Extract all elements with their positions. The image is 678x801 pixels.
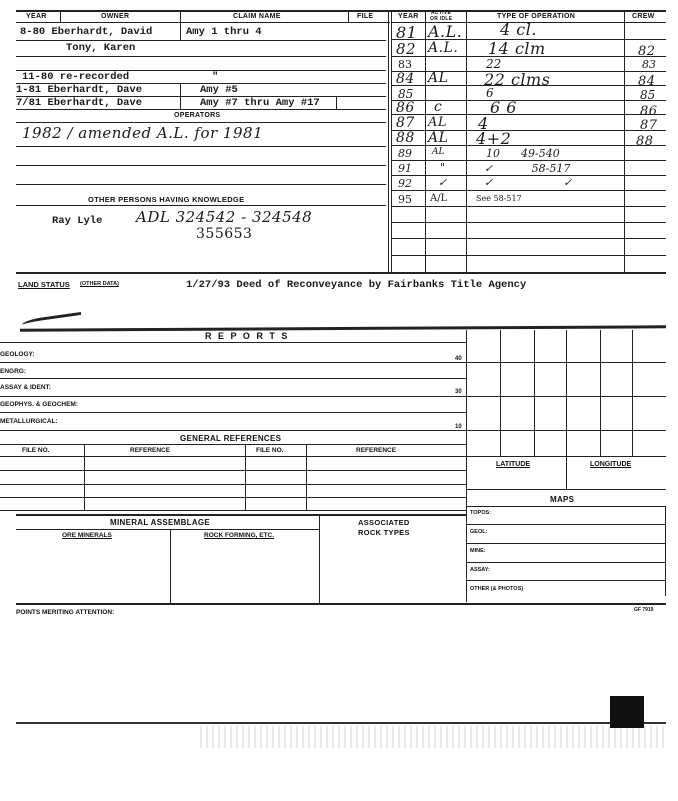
associated-label: ASSOCIATED — [358, 518, 410, 527]
op-status-1: A.L. — [428, 22, 463, 41]
op-type-3: 22 — [486, 57, 502, 71]
land-status-text: 1/27/93 Deed of Reconveyance by Fairbanks Title Agency — [186, 279, 527, 291]
maps-other: OTHER (& PHOTOS) — [470, 586, 524, 592]
report-geology-num: 40 — [455, 356, 462, 362]
header-year: YEAR — [26, 13, 47, 20]
maps-mine: MINE: — [470, 548, 486, 554]
claim-row-5: Amy #7 thru Amy #17 — [200, 97, 320, 109]
owner-row-3: 11-80 re-recorded — [22, 71, 130, 83]
op-crew-6: 86 — [640, 104, 658, 119]
rock-forming-label: ROCK FORMING, ETC. — [204, 532, 275, 539]
op-type-8: 4+2 — [476, 129, 512, 148]
header-claim-name: CLAIM NAME — [233, 13, 281, 20]
op-year-2: 82 — [396, 40, 417, 58]
op-year-11: 92 — [398, 177, 412, 190]
operators-handwritten: 1982 / amended A.L. for 1981 — [22, 124, 264, 142]
op-type-5: 6 — [486, 86, 494, 100]
scan-noise-band — [200, 726, 666, 748]
report-assay: ASSAY & IDENT: — [0, 384, 51, 391]
other-person-name: Ray Lyle — [52, 215, 103, 227]
op-year-8: 88 — [396, 130, 415, 146]
report-geology: GEOLOGY: — [0, 351, 35, 358]
report-geophys: GEOPHYS. & GEOCHEM: — [0, 401, 79, 408]
op-type-1: 4 cl. — [500, 20, 537, 39]
points-meriting-label: POINTS MERITING ATTENTION: — [16, 609, 115, 616]
op-year-7: 87 — [396, 115, 415, 131]
latitude-label: LATITUDE — [496, 461, 531, 468]
header-year-ops: YEAR — [398, 13, 419, 20]
maps-topos: TOPOS: — [470, 510, 491, 516]
header-active-1: ACTIVE — [431, 10, 452, 16]
maps-title: MAPS — [550, 495, 575, 504]
maps-assay: ASSAY: — [470, 567, 490, 573]
adl-line-2: 355653 — [196, 226, 253, 242]
op-status-11: ✓ — [438, 176, 448, 189]
op-year-12: 95 — [398, 193, 412, 206]
land-status-sub: (OTHER DATA) — [80, 281, 119, 287]
report-assay-num: 30 — [455, 389, 462, 395]
op-year-5: 85 — [398, 87, 414, 101]
scan-artifact-block — [610, 696, 644, 728]
longitude-label: LONGITUDE — [590, 461, 632, 468]
op-type-12: See 58-517 — [476, 194, 522, 203]
report-metallurgical: METALLURGICAL: — [0, 418, 58, 425]
op-crew-7: 87 — [640, 118, 658, 133]
op-status-8: AL — [428, 130, 449, 146]
op-status-7: AL — [428, 115, 448, 130]
op-type-4: 22 clms — [484, 70, 551, 89]
adl-line-1: ADL 324542 - 324548 — [136, 208, 313, 226]
op-year-4: 84 — [396, 71, 415, 87]
op-year-6: 86 — [396, 100, 415, 116]
header-type-of-operation: TYPE OF OPERATION — [497, 13, 576, 20]
rock-types-label: ROCK TYPES — [358, 528, 410, 537]
ore-minerals-label: ORE MINERALS — [62, 532, 112, 539]
owner-row-2: Tony, Karen — [66, 42, 136, 54]
op-year-1: 81 — [396, 23, 418, 42]
claim-row-1: Amy 1 thru 4 — [186, 26, 262, 38]
op-status-4: AL — [428, 70, 449, 86]
ref-reference-2: REFERENCE — [356, 447, 397, 454]
op-status-12: A/L — [430, 193, 448, 204]
header-active-2: OR IDLE — [430, 16, 453, 22]
op-type-7: 4 — [478, 114, 489, 133]
report-metallurgical-num: 10 — [455, 424, 462, 430]
ref-reference: REFERENCE — [130, 447, 171, 454]
ref-file-no: FILE NO. — [22, 447, 50, 454]
op-status-10: " — [440, 161, 446, 174]
header-file: FILE — [357, 13, 374, 20]
operators-header: OPERATORS — [174, 112, 221, 119]
op-type-11: ✓ ✓ — [484, 176, 573, 189]
op-status-2: A.L. — [428, 40, 459, 56]
owner-row-5: 7/81 Eberhardt, Dave — [16, 97, 143, 109]
owner-row-1: 8-80 Eberhardt, David — [20, 26, 153, 38]
op-crew-8: 88 — [636, 134, 654, 149]
op-crew-5: 85 — [640, 88, 656, 102]
header-crew: CREW — [632, 13, 655, 20]
op-crew-4: 84 — [638, 74, 656, 89]
claim-row-3: " — [212, 71, 219, 83]
owner-row-4: 1-81 Eberhardt, Dave — [16, 84, 143, 96]
report-engrg: ENGRG: — [0, 368, 26, 375]
ref-file-no-2: FILE NO. — [256, 447, 284, 454]
maps-geol: GEOL: — [470, 529, 488, 535]
general-references-title: GENERAL REFERENCES — [180, 434, 282, 443]
op-crew-2: 82 — [638, 44, 656, 59]
op-status-6: c — [434, 99, 443, 115]
op-type-2: 14 clm — [488, 39, 546, 58]
op-year-9: 89 — [398, 147, 412, 160]
op-type-6: 6 6 — [490, 98, 517, 117]
op-year-3: 83 — [398, 58, 412, 71]
other-persons-header: OTHER PERSONS HAVING KNOWLEDGE — [88, 195, 245, 204]
header-owner: OWNER — [101, 13, 130, 20]
claim-row-4: Amy #5 — [200, 84, 238, 96]
op-type-9: 10 49-540 — [486, 147, 560, 160]
land-status-label: LAND STATUS — [18, 280, 70, 289]
op-crew-3: 83 — [642, 58, 656, 71]
form-code: GF 7919 — [634, 607, 654, 613]
mineral-assemblage-title: MINERAL ASSEMBLAGE — [110, 518, 211, 527]
op-status-9: AL — [432, 147, 445, 157]
op-year-10: 91 — [398, 162, 412, 175]
reports-title: R E P O R T S — [205, 331, 290, 341]
op-type-10: ✓ 58-517 — [484, 162, 571, 175]
